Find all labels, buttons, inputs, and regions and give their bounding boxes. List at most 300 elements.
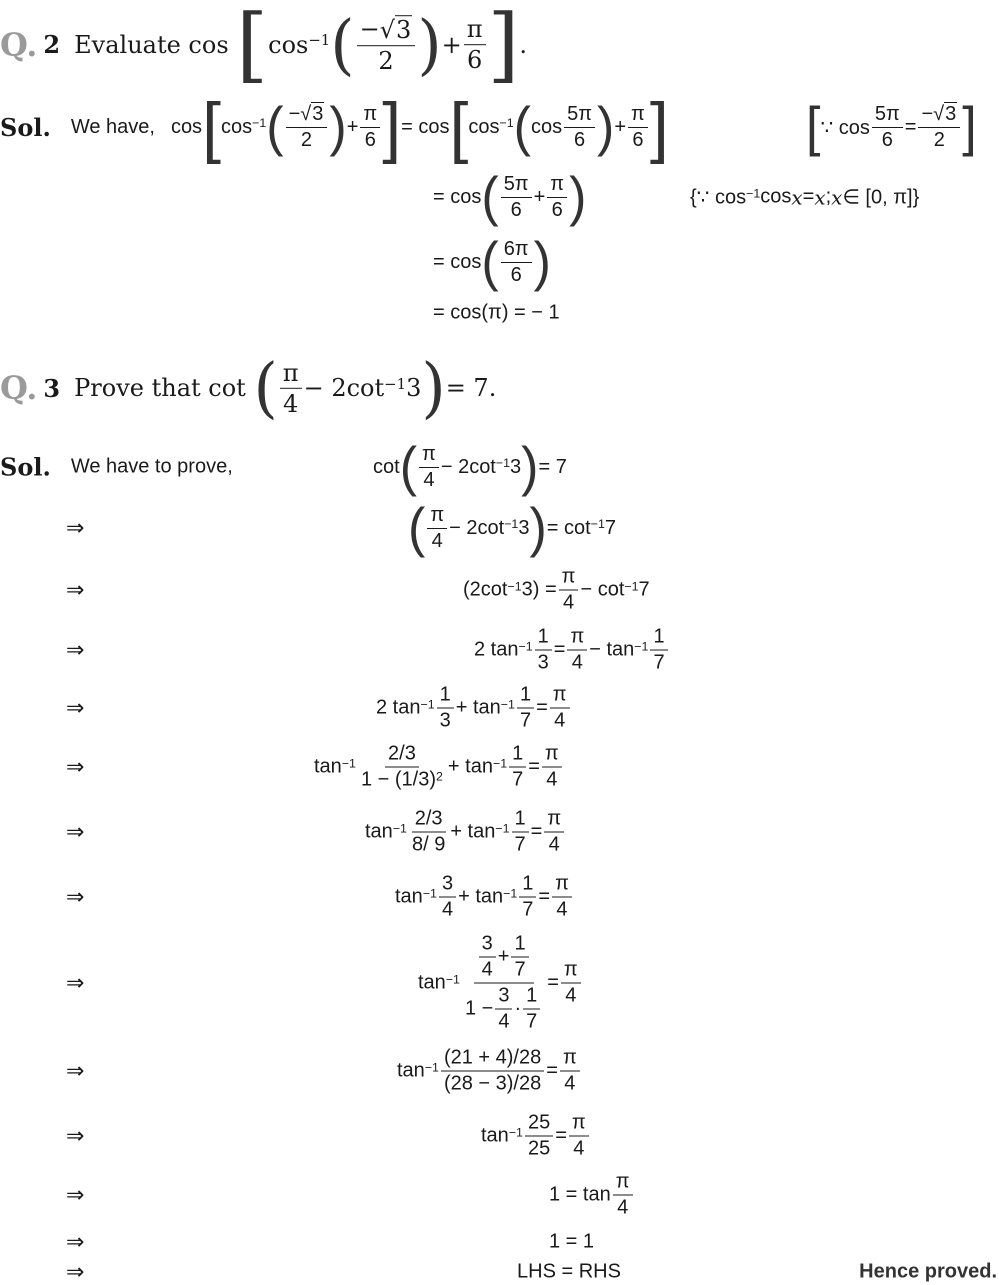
open-delimiter: (: [513, 96, 531, 158]
numerator: [441, 1047, 544, 1072]
superscript: −1: [634, 639, 649, 654]
open-delimiter: [: [806, 96, 821, 158]
fraction: [357, 15, 416, 75]
open-delimiter: (: [481, 231, 499, 293]
superscript: −1: [746, 186, 761, 201]
denominator: [931, 128, 948, 152]
denominator: [462, 984, 545, 1034]
math-text: 6: [467, 46, 483, 75]
fraction: [561, 959, 581, 1008]
math-text: 1 = 1: [549, 1230, 595, 1253]
math-text: =: [547, 971, 559, 994]
fraction: [286, 102, 328, 152]
math-text: +: [533, 185, 546, 208]
math-text: 1: [439, 683, 451, 706]
math-text: + tan: [450, 820, 496, 843]
numerator: [535, 626, 552, 651]
fraction: [560, 1047, 580, 1096]
group-content: [284, 102, 330, 152]
math-text: 7: [514, 958, 526, 981]
math-text: 5π: [503, 172, 529, 195]
superscript: −1: [495, 821, 510, 836]
hint-expression: [806, 96, 977, 158]
denominator: [441, 1072, 544, 1096]
open-delimiter: (: [266, 96, 284, 158]
math-text: 4: [573, 1137, 585, 1160]
numerator: [427, 504, 447, 529]
fraction: [419, 443, 439, 492]
implies-arrow: ⇒: [66, 1259, 85, 1284]
fraction: [479, 933, 496, 982]
math-variable: x: [831, 185, 843, 209]
math-text: 7: [653, 651, 665, 674]
math-text: cos: [170, 115, 203, 138]
fraction: [559, 566, 579, 615]
denominator: [629, 128, 646, 152]
solution-step: [418, 933, 583, 1034]
denominator: [519, 898, 536, 922]
math-text: = 7.: [445, 374, 497, 402]
fraction: [519, 873, 536, 922]
math-text: −: [359, 15, 380, 44]
numerator: [464, 16, 486, 46]
numerator: [501, 173, 532, 198]
superscript: −1: [508, 1125, 523, 1140]
close-delimiter: ): [521, 436, 539, 498]
denominator: [546, 833, 563, 857]
math-text: 7: [519, 709, 532, 732]
fraction: [501, 238, 532, 287]
math-variable: x: [791, 185, 803, 209]
math-text: (21 + 4)/28: [443, 1046, 542, 1069]
implies-arrow: ⇒: [66, 695, 85, 720]
math-text: 7: [522, 898, 534, 921]
solution-step: [433, 166, 587, 228]
math-text: 3: [406, 374, 422, 402]
superscript: −1: [392, 821, 407, 836]
superscript: −1: [424, 1060, 439, 1075]
math-text: 6π: [503, 237, 529, 260]
fraction: [535, 626, 552, 675]
open-delimiter: [: [202, 89, 221, 165]
math-text: ·: [514, 997, 522, 1020]
math-text: 1: [519, 683, 532, 706]
radicand: 3: [945, 103, 957, 125]
step-expression: [481, 1112, 591, 1161]
math-text: (28 − 3)/28: [443, 1072, 542, 1095]
math-text: 6: [881, 128, 893, 151]
fraction: [462, 933, 545, 1034]
step-expression: [397, 1047, 582, 1096]
open-delimiter: (: [253, 348, 278, 426]
fraction: [650, 626, 667, 675]
math-text: 3: [498, 984, 510, 1007]
math-text: 4: [564, 1072, 576, 1095]
math-text: 1 = tan: [549, 1183, 611, 1206]
denominator: [560, 591, 577, 615]
radical-sign-icon: √: [300, 103, 312, 125]
math-text: (2cot: [463, 578, 508, 601]
denominator: [479, 958, 496, 982]
denominator: [551, 709, 568, 733]
implies-arrow: ⇒: [66, 1182, 85, 1207]
step-expression: [376, 684, 572, 733]
implies-arrow: ⇒: [66, 637, 85, 662]
denominator: [511, 958, 528, 982]
implies-arrow: ⇒: [66, 884, 85, 909]
math-text: 3) =: [521, 578, 557, 601]
denominator: [298, 128, 315, 152]
math-text: 3: [481, 932, 493, 955]
denominator: [571, 128, 588, 152]
fraction: [439, 873, 456, 922]
solution-step: [463, 566, 650, 615]
math-text: 7: [604, 516, 616, 539]
solution-step: [365, 808, 566, 857]
math-text: −: [921, 102, 934, 125]
math-text: − 2cot: [440, 455, 496, 478]
math-text: 7: [638, 578, 650, 601]
math-text: − cot: [580, 578, 625, 601]
square-root: [380, 15, 413, 44]
math-text: 7: [526, 1010, 538, 1033]
denominator: [553, 898, 570, 922]
numerator: [280, 359, 302, 389]
superscript: −1: [308, 31, 331, 50]
step-expression: [549, 1231, 594, 1254]
numerator: [561, 959, 581, 984]
close-delimiter: ): [529, 497, 547, 559]
fraction: [547, 173, 567, 222]
math-text: 25: [527, 1137, 551, 1160]
group-content: [499, 238, 534, 287]
superscript: −1: [495, 456, 511, 471]
fraction: [441, 1047, 544, 1096]
question-text: Prove that cot: [74, 374, 246, 402]
numerator: [286, 102, 328, 128]
denominator: [535, 651, 552, 675]
fraction: [517, 684, 534, 733]
close-delimiter: ]: [382, 89, 402, 165]
numerator: [550, 684, 570, 709]
math-text: = cos: [401, 115, 450, 138]
math-text: − 2cot: [449, 516, 505, 539]
step-expression: [433, 302, 560, 325]
numerator: [559, 566, 579, 591]
open-delimiter: (: [408, 497, 426, 559]
denominator: [280, 389, 301, 418]
denominator: [362, 128, 379, 152]
group-content: [220, 96, 382, 158]
math-text: 4: [565, 984, 577, 1007]
group-content: [531, 103, 597, 152]
math-text: 1: [512, 742, 524, 765]
math-text: 6: [364, 128, 376, 151]
math-text: {∵ cos: [690, 186, 747, 209]
group-content: [355, 15, 418, 75]
math-text: π: [631, 102, 645, 125]
numerator: [544, 808, 564, 833]
fraction: [542, 743, 562, 792]
group-content: [268, 5, 487, 83]
math-text: ∈ [0, π]}: [842, 186, 920, 209]
numerator: [564, 103, 595, 128]
math-text: 3: [510, 455, 522, 478]
fraction: [280, 359, 302, 418]
math-text: 3: [441, 872, 454, 895]
step-expression: [365, 808, 566, 857]
math-text: 7: [514, 833, 526, 856]
fraction: [613, 1171, 633, 1220]
math-text: π: [571, 1111, 586, 1134]
math-text: 2: [300, 129, 313, 151]
close-delimiter: ): [569, 166, 587, 228]
math-text: 1 −: [464, 997, 494, 1020]
hint-expression: [690, 185, 919, 210]
fraction: [495, 985, 512, 1034]
solution-intro: We have to prove,: [70, 455, 233, 478]
denominator: [549, 198, 566, 222]
superscript: −1: [518, 639, 533, 654]
math-text: 2: [378, 47, 394, 75]
delimited-group: [253, 348, 446, 426]
math-text: 4: [283, 389, 299, 418]
solution-step: [170, 89, 669, 165]
step-expression: [474, 626, 670, 675]
solution-hint: [690, 185, 919, 210]
math-text: + tan: [447, 755, 493, 778]
math-text: π: [363, 102, 378, 125]
numerator: [542, 743, 562, 768]
math-text: = cos: [433, 250, 482, 273]
fraction: [509, 743, 526, 792]
square-root: [933, 102, 957, 126]
question-text: Evaluate cos: [74, 31, 229, 59]
math-text: 1: [514, 807, 526, 830]
denominator: [879, 128, 896, 152]
denominator: [561, 1072, 578, 1096]
math-text: cos: [530, 115, 563, 138]
math-text: 3: [439, 709, 451, 732]
math-text: 4: [498, 1010, 510, 1033]
fraction: [501, 173, 532, 222]
math-text: 5π: [874, 102, 900, 125]
group-content: [278, 359, 422, 418]
fraction: [525, 1112, 553, 1161]
math-text: − tan: [589, 638, 635, 661]
fraction: [437, 684, 454, 733]
fraction: [918, 102, 960, 152]
math-text: π: [430, 503, 445, 526]
numerator: [357, 15, 416, 46]
radicand: 3: [396, 16, 412, 44]
math-text: 6: [510, 263, 522, 286]
solution-label: Sol.: [0, 112, 51, 142]
math-text: +: [614, 115, 627, 138]
implies-arrow: ⇒: [66, 819, 85, 844]
numerator: [567, 626, 587, 651]
solution-step: [408, 497, 616, 559]
step-expression: [517, 1261, 621, 1284]
implies-arrow: ⇒: [66, 1058, 85, 1083]
numerator: [628, 103, 648, 128]
numerator: [613, 1171, 633, 1196]
numerator: [439, 873, 456, 898]
fraction: [464, 16, 486, 75]
hence-proved-text: Hence proved.: [859, 1260, 997, 1283]
square-root: [300, 102, 324, 126]
math-text: −: [288, 102, 301, 125]
superscript: −1: [624, 579, 639, 594]
group-content: [820, 102, 962, 152]
math-text: +: [441, 31, 462, 59]
math-text: 8/ 9: [411, 833, 446, 856]
numerator: [523, 985, 540, 1010]
math-text: 1: [514, 932, 526, 955]
question-2-heading: [0, 0, 528, 93]
implies-arrow: ⇒: [66, 754, 85, 779]
fraction: [360, 103, 380, 152]
denominator: [650, 651, 667, 675]
denominator: [508, 198, 525, 222]
math-text: 3: [537, 651, 549, 674]
numerator: [918, 102, 960, 128]
delimited-group: [399, 436, 539, 498]
solution-step: [376, 684, 572, 733]
superscript: −1: [341, 756, 356, 771]
math-text: tan: [365, 820, 393, 843]
solution-step: [373, 436, 567, 498]
solution-step: [433, 231, 551, 293]
math-text: 4: [481, 958, 493, 981]
denominator: [509, 768, 526, 792]
solution-2-first-line: [0, 89, 669, 165]
math-text: π: [282, 358, 299, 387]
fraction: [628, 103, 648, 152]
math-text: 2 tan: [474, 638, 519, 661]
math-text: 1: [522, 872, 534, 895]
math-text: =: [536, 696, 548, 719]
delimited-group: [449, 89, 669, 165]
numerator: [509, 743, 526, 768]
fraction: [569, 1112, 589, 1161]
math-text: 6: [510, 198, 522, 221]
numerator: [479, 933, 496, 958]
math-text: = cos: [433, 185, 482, 208]
denominator: [464, 46, 485, 75]
fraction: [544, 808, 564, 857]
math-text: 3: [518, 516, 530, 539]
math-text: π: [466, 15, 483, 44]
delimited-group: [806, 96, 977, 158]
math-text: cos: [468, 115, 500, 138]
math-text: =: [546, 1059, 558, 1082]
group-content: [417, 443, 521, 492]
question-3-heading: [0, 348, 497, 426]
superscript: −1: [500, 697, 515, 712]
open-delimiter: [: [449, 89, 469, 165]
math-text: tan: [481, 1124, 509, 1147]
delimited-group: [236, 0, 520, 93]
implies-arrow: ⇒: [66, 1123, 85, 1148]
numerator: [474, 933, 534, 984]
denominator: [525, 1137, 553, 1161]
superscript: −1: [504, 517, 519, 532]
math-text: = 7: [538, 455, 567, 478]
math-text: π: [555, 872, 569, 895]
math-text: 6: [573, 128, 586, 151]
math-text: 4: [546, 768, 558, 791]
denominator: [495, 1010, 512, 1034]
implies-arrow: ⇒: [66, 1229, 85, 1254]
delimited-group: [330, 5, 442, 83]
superscript: −1: [507, 579, 522, 594]
math-text: 4: [441, 898, 454, 921]
math-text: +: [346, 115, 359, 138]
superscript: −1: [590, 517, 605, 532]
math-text: 25: [527, 1111, 551, 1134]
math-text: π: [550, 172, 565, 195]
open-delimiter: [: [236, 0, 269, 93]
denominator: [409, 833, 448, 857]
delimited-group: [202, 89, 402, 165]
close-delimiter: ]: [962, 96, 977, 158]
solution-step: [397, 1047, 582, 1096]
numerator: [385, 743, 419, 768]
solution-step: [517, 1261, 621, 1284]
delimited-group: [266, 96, 347, 158]
step-expression: [418, 933, 583, 1034]
solution-step: [549, 1231, 594, 1254]
close-delimiter: ): [417, 5, 442, 83]
denominator: [614, 1196, 631, 1220]
denominator: [358, 768, 446, 792]
numerator: [437, 684, 454, 709]
math-text: π: [552, 683, 567, 706]
math-text: 1: [653, 625, 665, 648]
solution-step: [481, 1112, 591, 1161]
solution-step: [474, 626, 670, 675]
numerator: [517, 684, 534, 709]
math-text: 4: [562, 591, 575, 614]
step-expression: [433, 166, 587, 228]
fraction: [523, 985, 540, 1034]
math-text: 2: [933, 129, 945, 151]
fraction: [512, 808, 529, 857]
open-delimiter: (: [330, 5, 355, 83]
math-text: π: [422, 442, 436, 465]
superscript: −1: [384, 374, 407, 393]
math-text: 4: [556, 898, 568, 921]
math-text: =: [904, 115, 917, 138]
math-text: 1 − (1/3): [360, 768, 436, 791]
math-text: π: [547, 807, 562, 830]
group-content: [499, 173, 569, 222]
delimited-group: [481, 166, 587, 228]
numerator: [560, 1047, 580, 1072]
solution-intro: We have,: [70, 115, 155, 138]
open-delimiter: (: [481, 166, 499, 228]
step-expression: [314, 743, 564, 792]
numerator: [525, 1112, 553, 1137]
numerator: [501, 238, 532, 263]
numerator: [512, 808, 529, 833]
denominator: [508, 263, 525, 287]
solution-label: Sol.: [0, 452, 51, 482]
superscript: −1: [420, 697, 435, 712]
numerator: [650, 626, 667, 651]
math-text: π: [563, 958, 578, 981]
